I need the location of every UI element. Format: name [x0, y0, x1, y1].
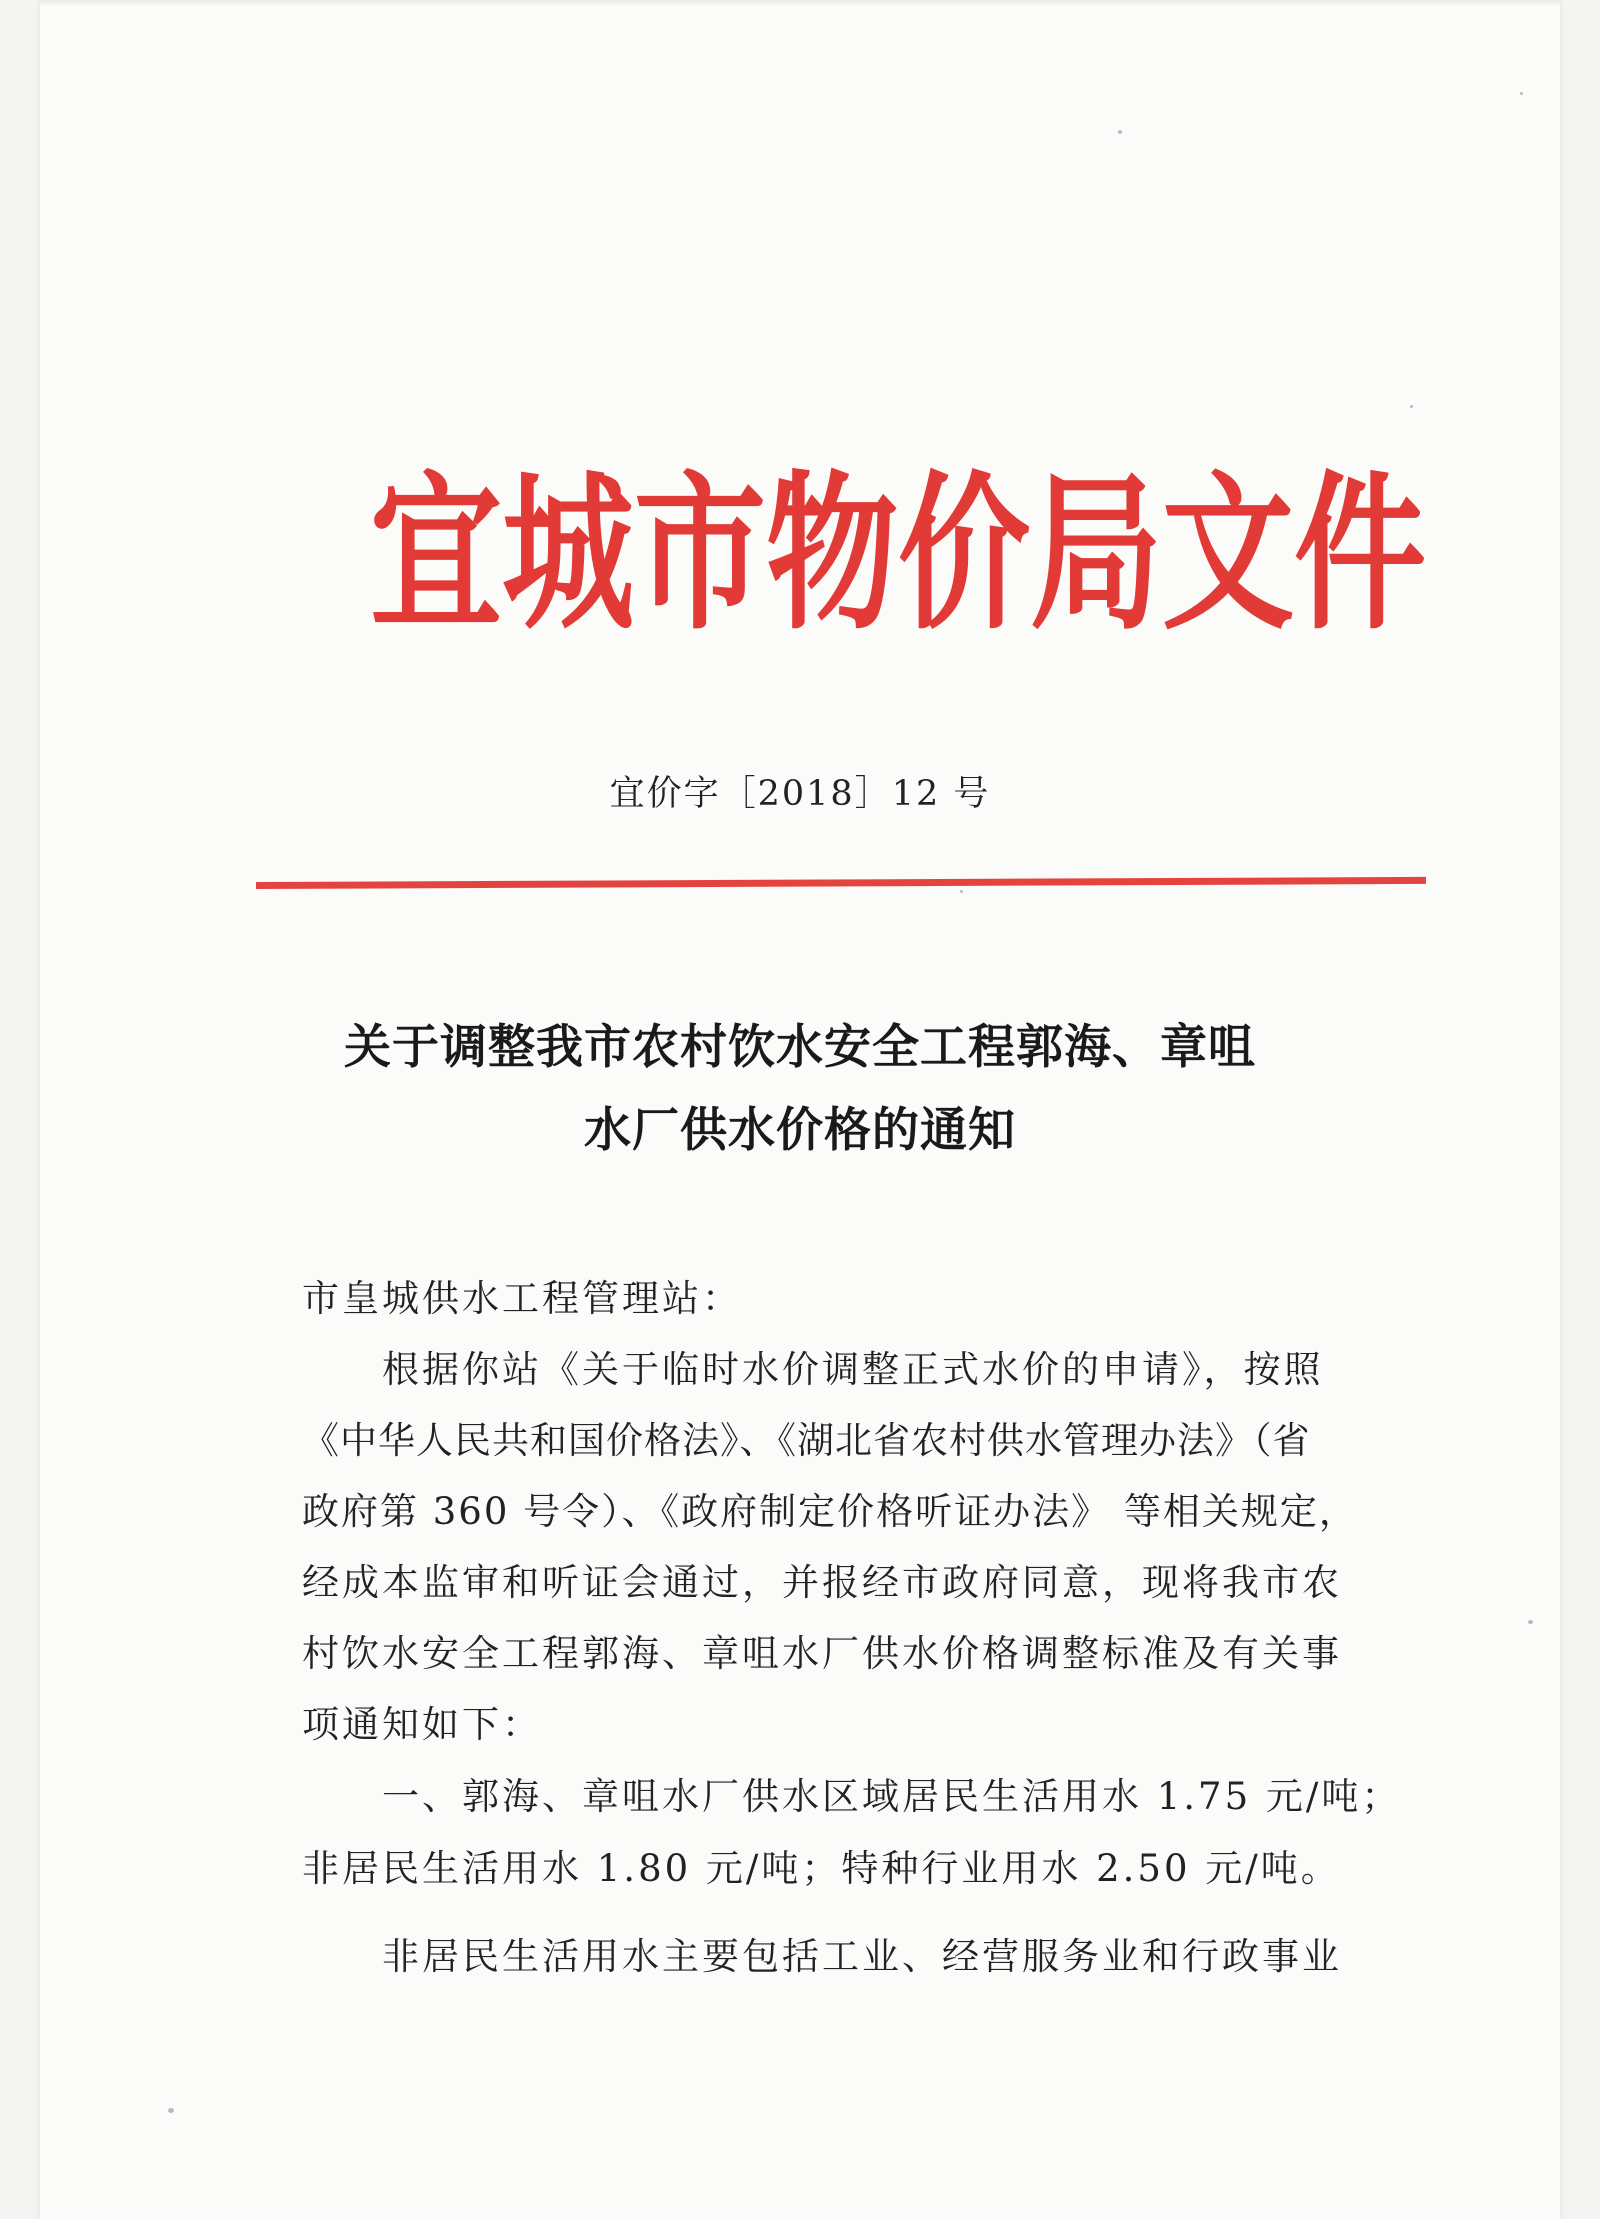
masthead-char: 城: [502, 455, 634, 654]
masthead-char: 局: [1030, 455, 1162, 654]
paper-speck: [1118, 130, 1122, 134]
masthead-char: 物: [766, 455, 898, 654]
body-line: 政府第 360 号令）、《政府制定价格听证办法》 等相关规定，: [302, 1490, 1358, 1533]
masthead-char: 宜: [370, 455, 502, 654]
masthead-char: 件: [1294, 455, 1426, 654]
masthead-char: 价: [898, 455, 1030, 654]
document-page: [40, 0, 1560, 2219]
notice-title-line-2: 水厂供水价格的通知: [584, 1103, 1016, 1158]
masthead-title: [370, 455, 1426, 655]
body-line: 一、郭海、章咀水厂供水区域居民生活用水 1.75 元/吨；: [382, 1775, 1402, 1818]
document-number: 宜价字［2018］12 号: [609, 774, 991, 814]
paper-speck: [1410, 405, 1413, 408]
body-line: 非居民生活用水主要包括工业、经营服务业和行政事业: [382, 1935, 1342, 1978]
body-line: 项通知如下：: [302, 1703, 542, 1746]
body-line: 经成本监审和听证会通过，并报经市政府同意，现将我市农: [302, 1561, 1342, 1604]
salutation: 市皇城供水工程管理站：: [302, 1277, 742, 1320]
paper-speck: [960, 890, 963, 893]
body-line: 《中华人民共和国价格法》、《湖北省农村供水管理办法》（省: [302, 1419, 1311, 1462]
body-line: 非居民生活用水 1.80 元/吨；特种行业用水 2.50 元/吨。: [302, 1847, 1341, 1890]
masthead-char: 文: [1162, 455, 1294, 654]
body-line: 根据你站《关于临时水价调整正式水价的申请》，按照: [382, 1348, 1324, 1391]
masthead-char: 市: [634, 455, 766, 654]
paper-speck: [1520, 92, 1523, 95]
notice-title-line-1: 关于调整我市农村饮水安全工程郭海、章咀: [344, 1020, 1256, 1075]
paper-speck: [1528, 1620, 1533, 1624]
body-line: 村饮水安全工程郭海、章咀水厂供水价格调整标准及有关事: [302, 1632, 1342, 1675]
red-divider-rule: [256, 877, 1426, 889]
paper-speck: [168, 2108, 174, 2113]
